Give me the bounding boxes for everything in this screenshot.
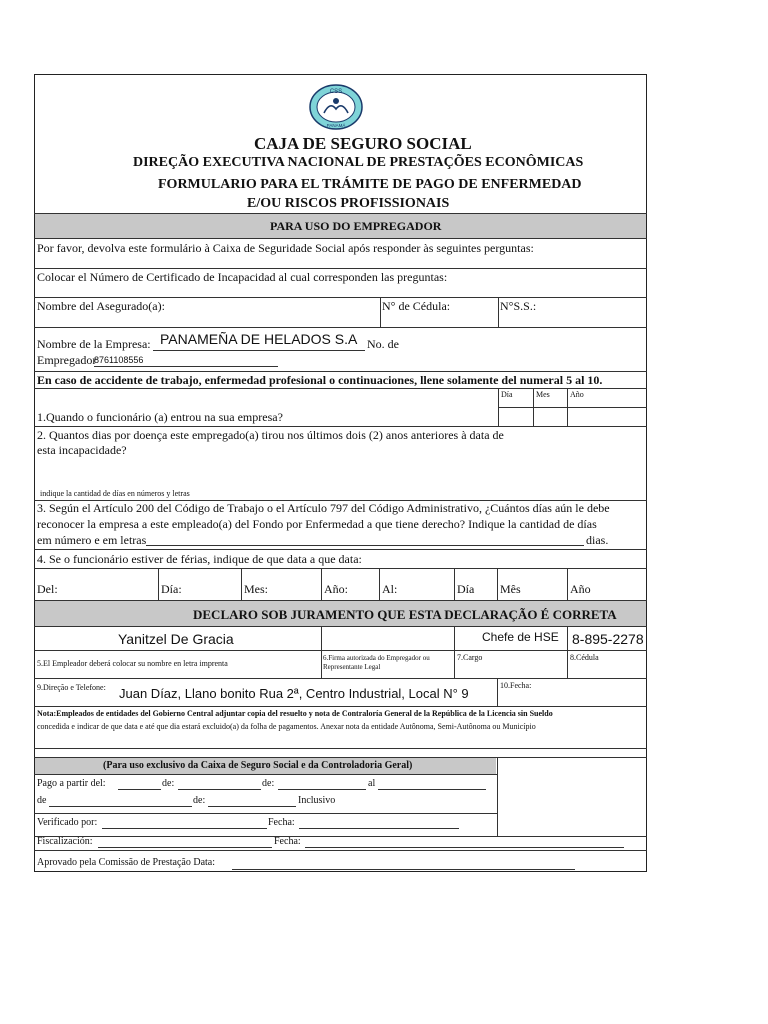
employer-number-label-b: Empregador bbox=[37, 353, 97, 367]
paid-from-de-2: de: bbox=[262, 778, 275, 789]
address-value[interactable]: Juan Díaz, Llano bonito Rua 2ª, Centro Industrial, Local N° 9 bbox=[119, 686, 469, 701]
employer-band-label: PARA USO DO EMPREGADOR bbox=[270, 219, 442, 233]
question-3-line-3: em número e em letras bbox=[37, 533, 147, 547]
declarant-cedula[interactable]: 8-895-2278 bbox=[572, 631, 644, 647]
css-logo bbox=[308, 83, 364, 131]
q1-day-label: Día bbox=[501, 390, 513, 399]
paid-from-de-1: de: bbox=[162, 778, 175, 789]
note-bold: Nota:Empleados de entidades del Gobierno Central adjuntar copia del resuelto y nota de Contraloría General de la República de la Licencia sin Sueldo bbox=[37, 709, 553, 718]
inspection-date-label: Fecha: bbox=[274, 836, 301, 847]
logo-bottom-text: PANAMÁ bbox=[326, 123, 346, 128]
question-2-line-1: 2. Quantos dias por doença este empregado(a) tirou nos últimos dois (2) anos anteriores à data de bbox=[37, 428, 504, 442]
vacation-to-field[interactable]: Al: bbox=[382, 582, 398, 596]
vacation-from-field[interactable]: Del: bbox=[37, 582, 58, 596]
certificate-field[interactable]: Colocar el Número de Certificado de Incapacidad al cual corresponden las preguntas: bbox=[37, 270, 448, 284]
intro-text: Por favor, devolva este formulário à Caixa de Seguridade Social após responder às seguintes perguntas: bbox=[37, 241, 534, 255]
subtitle-2: FORMULARIO PARA EL TRÁMITE DE PAGO DE ENFERMEDAD bbox=[158, 177, 582, 192]
note-normal: concedida e indicar de que data e até que dia estará excluido(a) da folha de pagamentos. Anexar nota da entidade Autônoma, Semi-Autônoma ou Município bbox=[37, 722, 536, 731]
inspection-label: Fiscalización: bbox=[37, 836, 93, 847]
employer-number-value[interactable]: 8761108556 bbox=[94, 355, 144, 365]
question-3-days: dias. bbox=[586, 533, 609, 547]
vacation-to-month[interactable]: Mês bbox=[500, 582, 521, 596]
title: CAJA DE SEGURO SOCIAL bbox=[254, 134, 472, 153]
inclusive-label: Inclusivo bbox=[298, 795, 336, 806]
subtitle-3: E/OU RISCOS PROFISSIONAIS bbox=[247, 196, 450, 211]
question-4: 4. Se o funcionário estiver de férias, indique de que data a que data: bbox=[37, 552, 362, 566]
field-6-label: 6.Firma autorizada do Empregador ou Representante Legal bbox=[323, 654, 430, 671]
field-8-label: 8.Cédula bbox=[570, 653, 599, 662]
vacation-to-year[interactable]: Año bbox=[570, 582, 591, 596]
accident-note: En caso de accidente de trabajo, enfermedad profesional o continuaciones, llene solamente del numeral 5 al 10. bbox=[37, 373, 603, 387]
question-3-line-1: 3. Según el Artículo 200 del Código de Trabajo o el Artículo 797 del Código Administrativo, ¿Cuántos días aún le debe bbox=[37, 501, 610, 515]
paid-to-label: al bbox=[368, 778, 376, 789]
paid-from-label: Pago a partir del: bbox=[37, 778, 106, 789]
office-band-label: (Para uso exclusivo da Caixa de Seguro Social e da Controladoria Geral) bbox=[103, 760, 413, 771]
form-frame bbox=[34, 74, 647, 872]
vacation-from-year[interactable]: Año: bbox=[324, 582, 348, 596]
approved-label: Aprovado pela Comissão de Prestação Data: bbox=[37, 857, 216, 868]
question-1: 1.Quando o funcionário (a) entrou na sua empresa? bbox=[37, 410, 283, 424]
paid-year-label: de bbox=[37, 795, 47, 806]
field-5-label: 5.El Empleador deberá colocar su nombre en letra imprenta bbox=[37, 659, 228, 668]
company-value[interactable]: PANAMEÑA DE HELADOS S.A bbox=[160, 331, 358, 347]
question-3-line-2: reconocer la empresa a este empleado(a) del Fondo por Enfermedad a que tiene derecho? Indique la cantidad de días bbox=[37, 517, 597, 531]
vacation-from-day[interactable]: Día: bbox=[161, 582, 182, 596]
field-7-label: 7.Cargo bbox=[457, 653, 483, 662]
field-10-label: 10.Fecha: bbox=[500, 681, 532, 690]
q1-year-label: Año bbox=[570, 390, 584, 399]
verified-date-label: Fecha: bbox=[268, 817, 295, 828]
declarant-name[interactable]: Yanitzel De Gracia bbox=[118, 631, 234, 647]
employer-number-label-a: No. de bbox=[367, 337, 399, 351]
paid-de-3: de: bbox=[193, 795, 206, 806]
q1-month-label: Mes bbox=[536, 390, 550, 399]
vacation-from-month[interactable]: Mes: bbox=[244, 582, 268, 596]
cedula-field[interactable]: N° de Cédula: bbox=[382, 299, 451, 313]
declaration-band-label: DECLARO SOB JURAMENTO QUE ESTA DECLARAÇÃO É CORRETA bbox=[193, 607, 617, 622]
vacation-to-day[interactable]: Día bbox=[457, 582, 475, 596]
declarant-role[interactable]: Chefe de HSE bbox=[482, 630, 559, 644]
verified-by-label: Verificado por: bbox=[37, 817, 98, 828]
company-label: Nombre de la Empresa: bbox=[37, 337, 151, 351]
insured-name-field[interactable]: Nombre del Asegurado(a): bbox=[37, 299, 165, 313]
question-2-hint: indique la cantidad de días en números y letras bbox=[40, 489, 190, 498]
field-9-label: 9.Direção e Telefone: bbox=[37, 683, 106, 692]
subtitle-1: DIREÇÃO EXECUTIVA NACIONAL DE PRESTAÇÕES ECONÔMICAS bbox=[133, 155, 584, 170]
logo-top-text: CSS bbox=[329, 89, 343, 95]
ss-number-field[interactable]: N°S.S.: bbox=[500, 299, 537, 313]
question-2-line-2: esta incapacidade? bbox=[37, 443, 127, 457]
